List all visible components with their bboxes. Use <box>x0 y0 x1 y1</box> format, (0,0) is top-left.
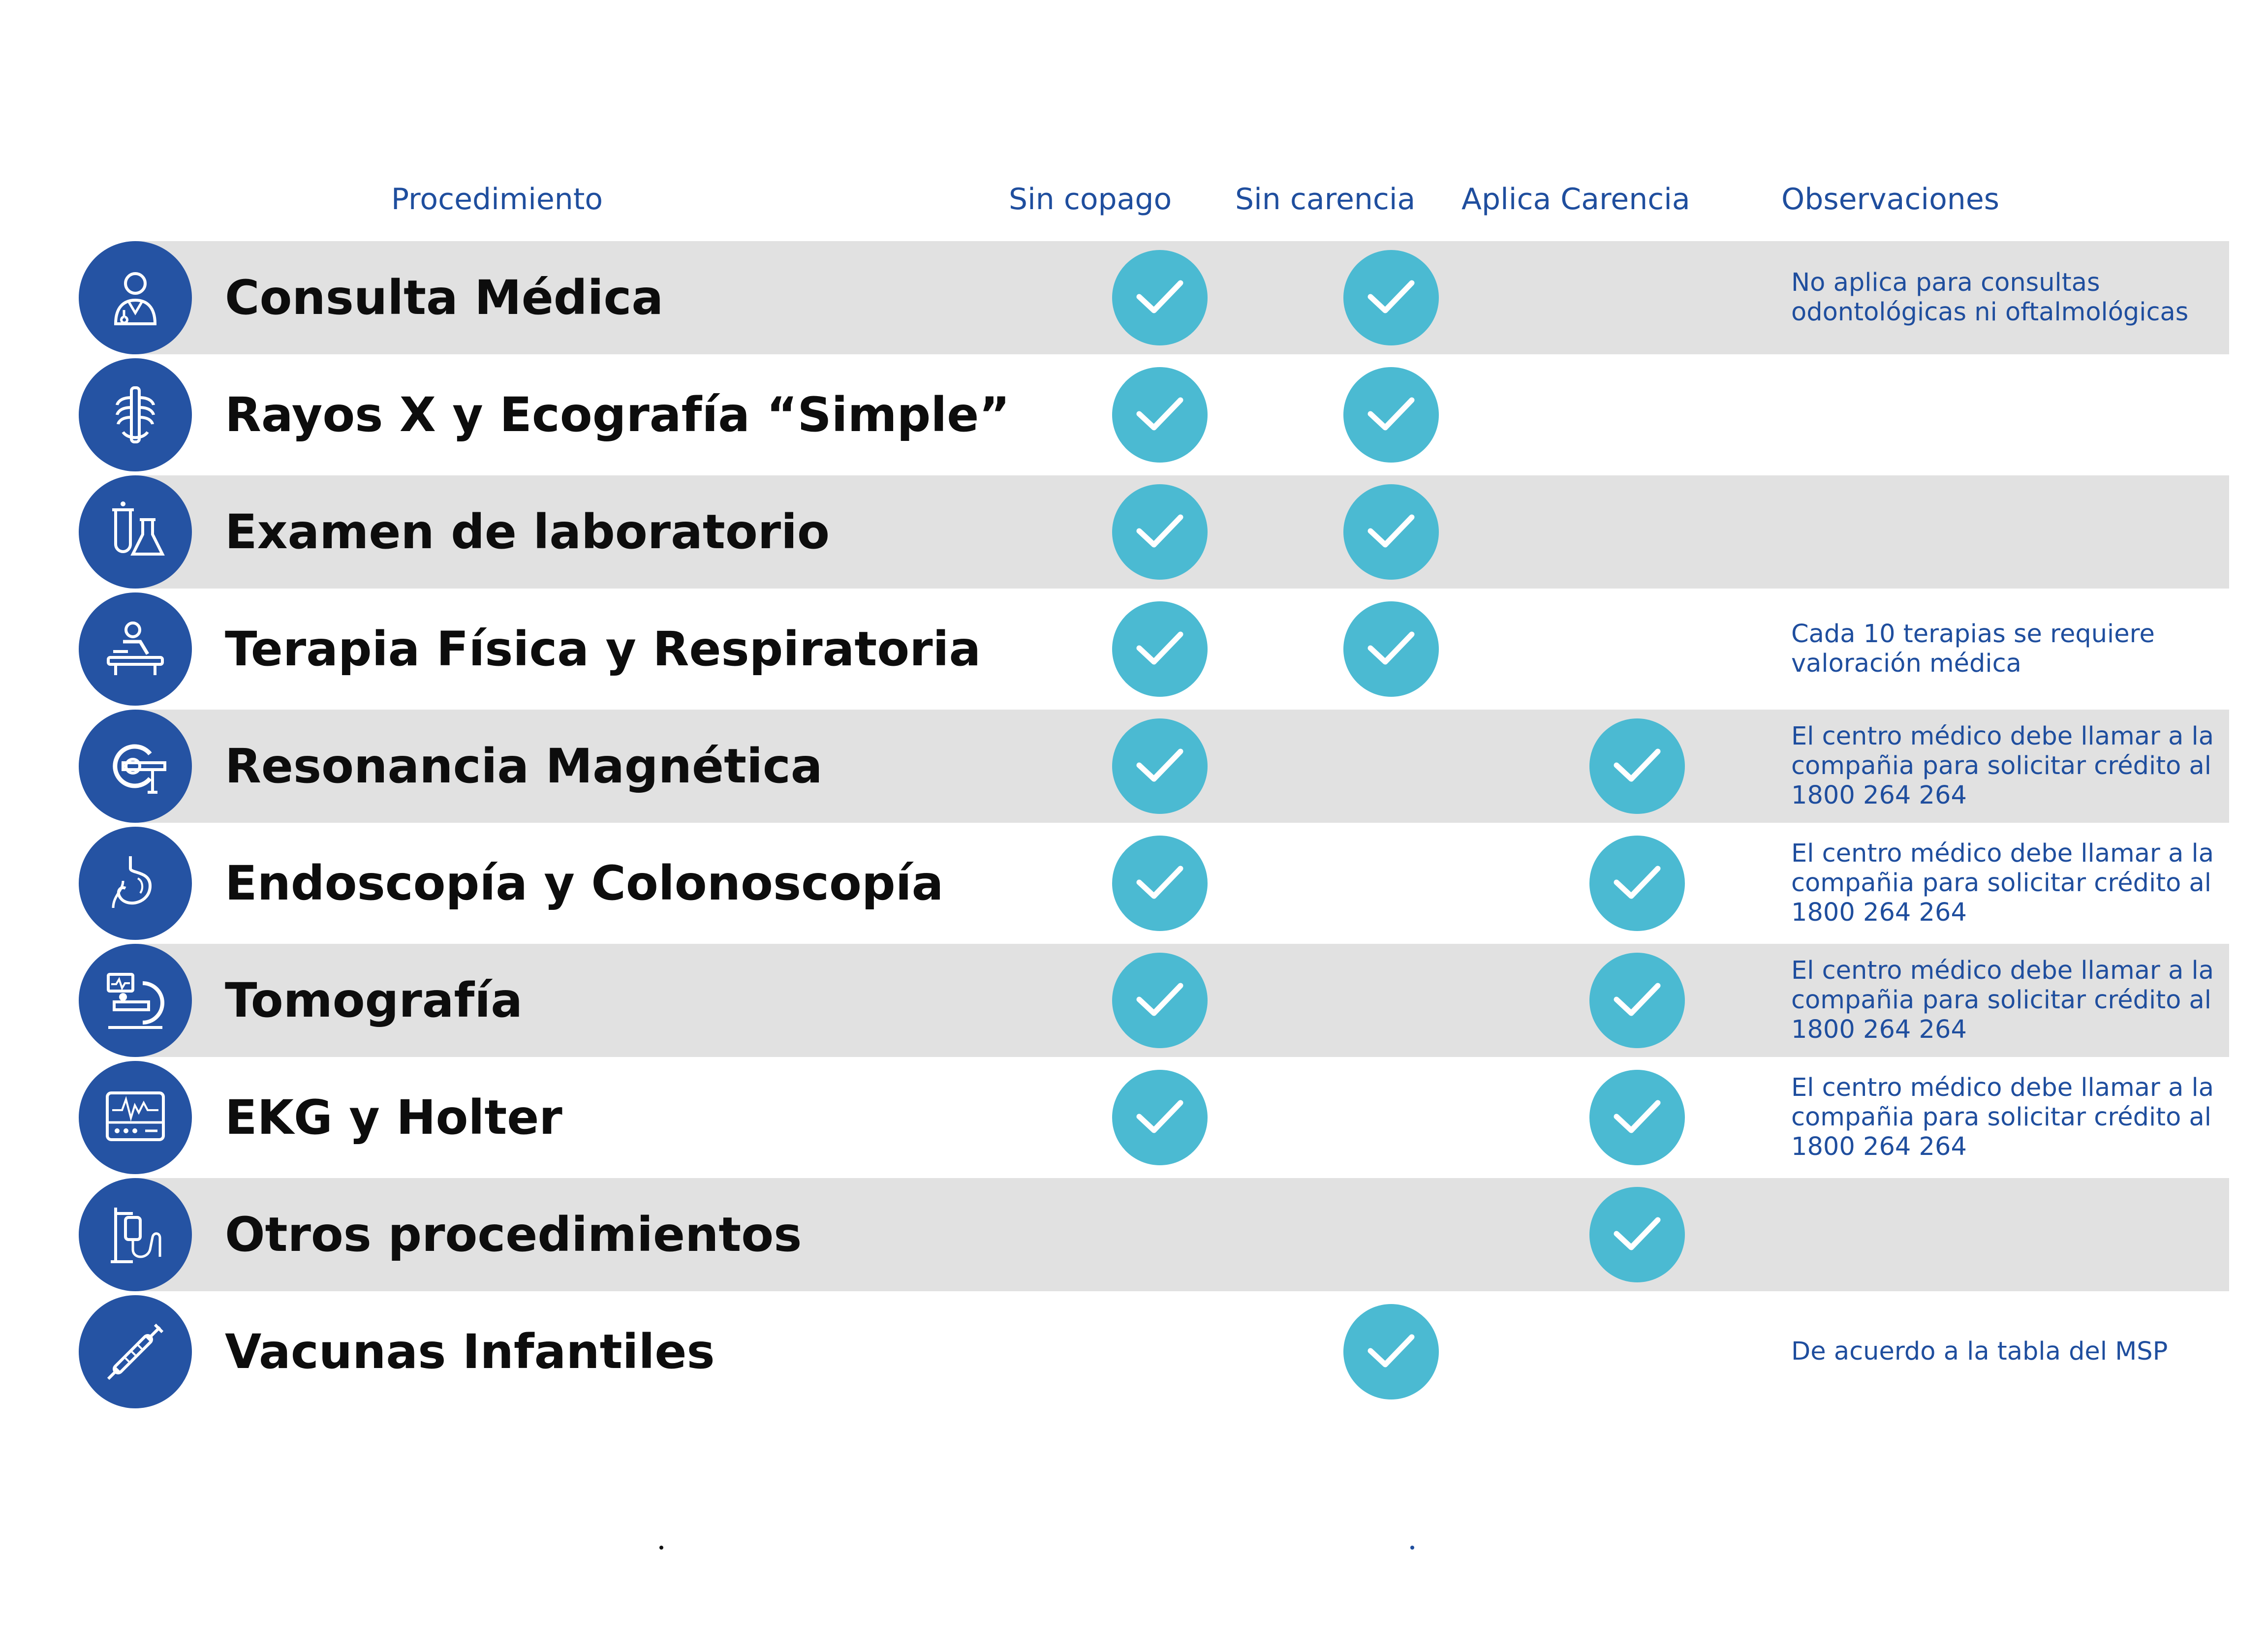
notes-text: El centro médico debe llamar a la compañia para solicitar crédito al 1800 264 264 <box>1791 1073 2214 1161</box>
stomach-icon <box>79 827 192 940</box>
header-procedure: Procedimiento <box>391 182 603 217</box>
no-waiting-check-icon <box>1343 367 1439 463</box>
notes-text: El centro médico debe llamar a la compañia para solicitar crédito al 1800 264 264 <box>1791 722 2214 810</box>
mri-scanner-icon <box>79 710 192 823</box>
no-copay-check-icon <box>1112 367 1208 463</box>
spine-xray-icon <box>79 358 192 471</box>
stray-dot <box>659 1546 663 1550</box>
no-waiting-check-icon <box>1343 601 1439 697</box>
no-copay-check-icon <box>1112 250 1208 345</box>
notes-text: El centro médico debe llamar a la compañia para solicitar crédito al 1800 264 264 <box>1791 956 2214 1044</box>
notes-text: El centro médico debe llamar a la compañia para solicitar crédito al 1800 264 264 <box>1791 839 2214 927</box>
table-row <box>79 1178 2229 1291</box>
ct-scanner-icon <box>79 944 192 1057</box>
waiting-applies-check-icon <box>1589 1070 1685 1165</box>
iv-drip-icon <box>79 1178 192 1291</box>
waiting-applies-check-icon <box>1589 836 1685 931</box>
table-row <box>79 1295 2229 1408</box>
waiting-applies-check-icon <box>1589 1187 1685 1282</box>
procedure-name: Resonancia Magnética <box>225 739 823 794</box>
no-copay-check-icon <box>1112 718 1208 814</box>
stray-dot <box>1410 1546 1414 1550</box>
notes-text: De acuerdo a la tabla del MSP <box>1791 1337 2168 1366</box>
procedure-name: EKG y Holter <box>225 1090 562 1145</box>
laboratory-icon <box>79 475 192 589</box>
waiting-applies-check-icon <box>1589 718 1685 814</box>
ekg-monitor-icon <box>79 1061 192 1174</box>
waiting-applies-check-icon <box>1589 953 1685 1048</box>
procedure-name: Terapia Física y Respiratoria <box>225 622 981 677</box>
table-row <box>79 827 2229 940</box>
notes-text: No aplica para consultas odontológicas ni oftalmológicas <box>1791 268 2189 327</box>
no-copay-check-icon <box>1112 1070 1208 1165</box>
no-waiting-check-icon <box>1343 484 1439 580</box>
table-row <box>79 358 2229 471</box>
header-no-waiting-period: Sin carencia <box>1235 182 1416 217</box>
no-copay-check-icon <box>1112 836 1208 931</box>
physiotherapy-icon <box>79 592 192 706</box>
no-waiting-check-icon <box>1343 250 1439 345</box>
table-row <box>79 241 2229 354</box>
table-row <box>79 710 2229 823</box>
header-no-copay: Sin copago <box>1009 182 1172 217</box>
syringe-icon <box>79 1295 192 1408</box>
table-row <box>79 944 2229 1057</box>
procedure-name: Rayos X y Ecografía “Simple” <box>225 387 1010 442</box>
header-notes: Observaciones <box>1781 182 1999 217</box>
procedure-name: Otros procedimientos <box>225 1207 802 1262</box>
no-copay-check-icon <box>1112 601 1208 697</box>
table-row <box>79 475 2229 589</box>
no-copay-check-icon <box>1112 953 1208 1048</box>
no-waiting-check-icon <box>1343 1304 1439 1399</box>
procedure-name: Tomografía <box>225 973 523 1028</box>
table-row <box>79 592 2229 706</box>
procedure-name: Vacunas Infantiles <box>225 1324 715 1379</box>
doctor-icon <box>79 241 192 354</box>
procedure-name: Endoscopía y Colonoscopía <box>225 856 944 911</box>
table-row <box>79 1061 2229 1174</box>
procedure-name: Examen de laboratorio <box>225 504 830 560</box>
header-waiting-period-applies: Aplica Carencia <box>1461 182 1690 217</box>
notes-text: Cada 10 terapias se requiere valoración médica <box>1791 620 2155 678</box>
procedure-name: Consulta Médica <box>225 270 664 325</box>
no-copay-check-icon <box>1112 484 1208 580</box>
